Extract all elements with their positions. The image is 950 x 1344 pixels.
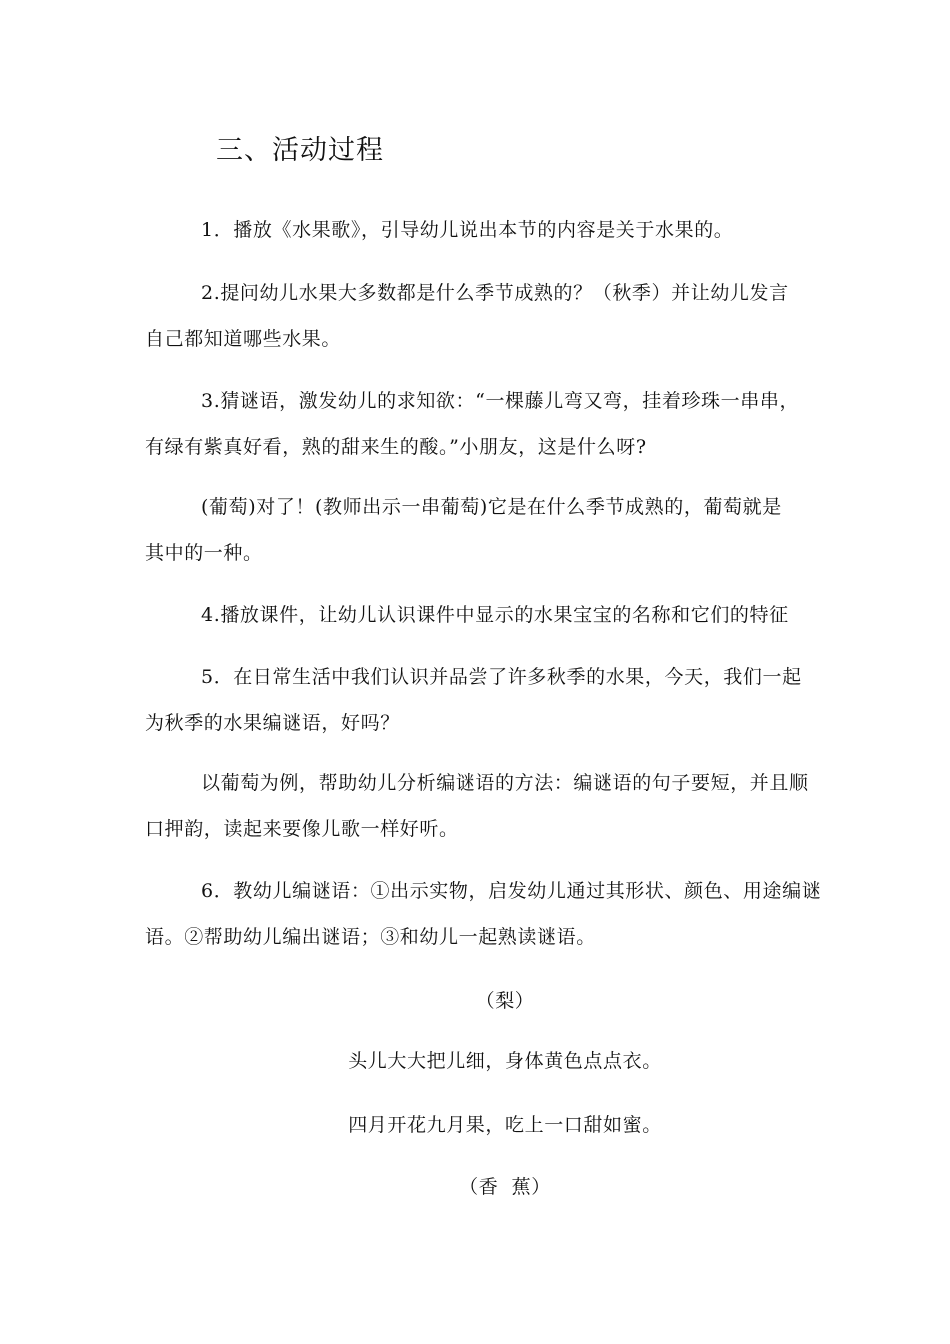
paragraph-line: (葡萄)对了！(教师出示一串葡萄)它是在什么季节成熟的，葡萄就是 <box>201 496 782 518</box>
paragraph-2 <box>145 270 789 362</box>
paragraph-line: 口押韵，读起来要像儿歌一样好听。 <box>145 818 459 840</box>
paragraph-line: 语。②帮助幼儿编出谜语；③和幼儿一起熟读谜语。 <box>145 926 596 948</box>
riddle-answer: （梨） <box>475 990 535 1012</box>
paragraph-line: 为秋季的水果编谜语，好吗？ <box>145 712 400 734</box>
paragraph-line: 6．教幼儿编谜语：①出示实物，启发幼儿通过其形状、颜色、用途编谜 <box>201 880 822 902</box>
paragraph-8 <box>145 868 821 960</box>
paragraph-6 <box>145 654 802 746</box>
paragraph-line: 4.播放课件，让幼儿认识课件中显示的水果宝宝的名称和它们的特征 <box>201 604 789 626</box>
paragraph-7 <box>145 760 809 852</box>
paragraph-4 <box>145 484 782 576</box>
paragraph-line: 1．播放《水果歌》，引导幼儿说出本节的内容是关于水果的。 <box>201 219 734 241</box>
paragraph-line: 3.猜谜语，激发幼儿的求知欲：“一棵藤儿弯又弯，挂着珍珠一串串， <box>201 390 800 412</box>
riddle-line: 头儿大大把儿细，身体黄色点点衣。 <box>348 1050 662 1072</box>
paragraph-line: 以葡萄为例，帮助幼儿分析编谜语的方法：编谜语的句子要短，并且顺 <box>201 772 809 794</box>
paragraph-line: 其中的一种。 <box>145 542 263 564</box>
paragraph-line: 5．在日常生活中我们认识并品尝了许多秋季的水果，今天，我们一起 <box>201 666 802 688</box>
paragraph-3 <box>145 378 799 470</box>
riddle-answer: （香 蕉） <box>459 1176 551 1198</box>
paragraph-line: 2.提问幼儿水果大多数都是什么季节成熟的？（秋季）并让幼儿发言 <box>201 282 789 304</box>
paragraph-line: 有绿有紫真好看，熟的甜来生的酸。”小朋友，这是什么呀? <box>145 436 647 458</box>
paragraph-line: 自己都知道哪些水果。 <box>145 328 342 350</box>
section-heading: 三、活动过程 <box>216 135 384 166</box>
paragraph-1 <box>145 207 733 253</box>
paragraph-5 <box>145 592 789 638</box>
riddle-line: 四月开花九月果，吃上一口甜如蜜。 <box>348 1114 662 1136</box>
